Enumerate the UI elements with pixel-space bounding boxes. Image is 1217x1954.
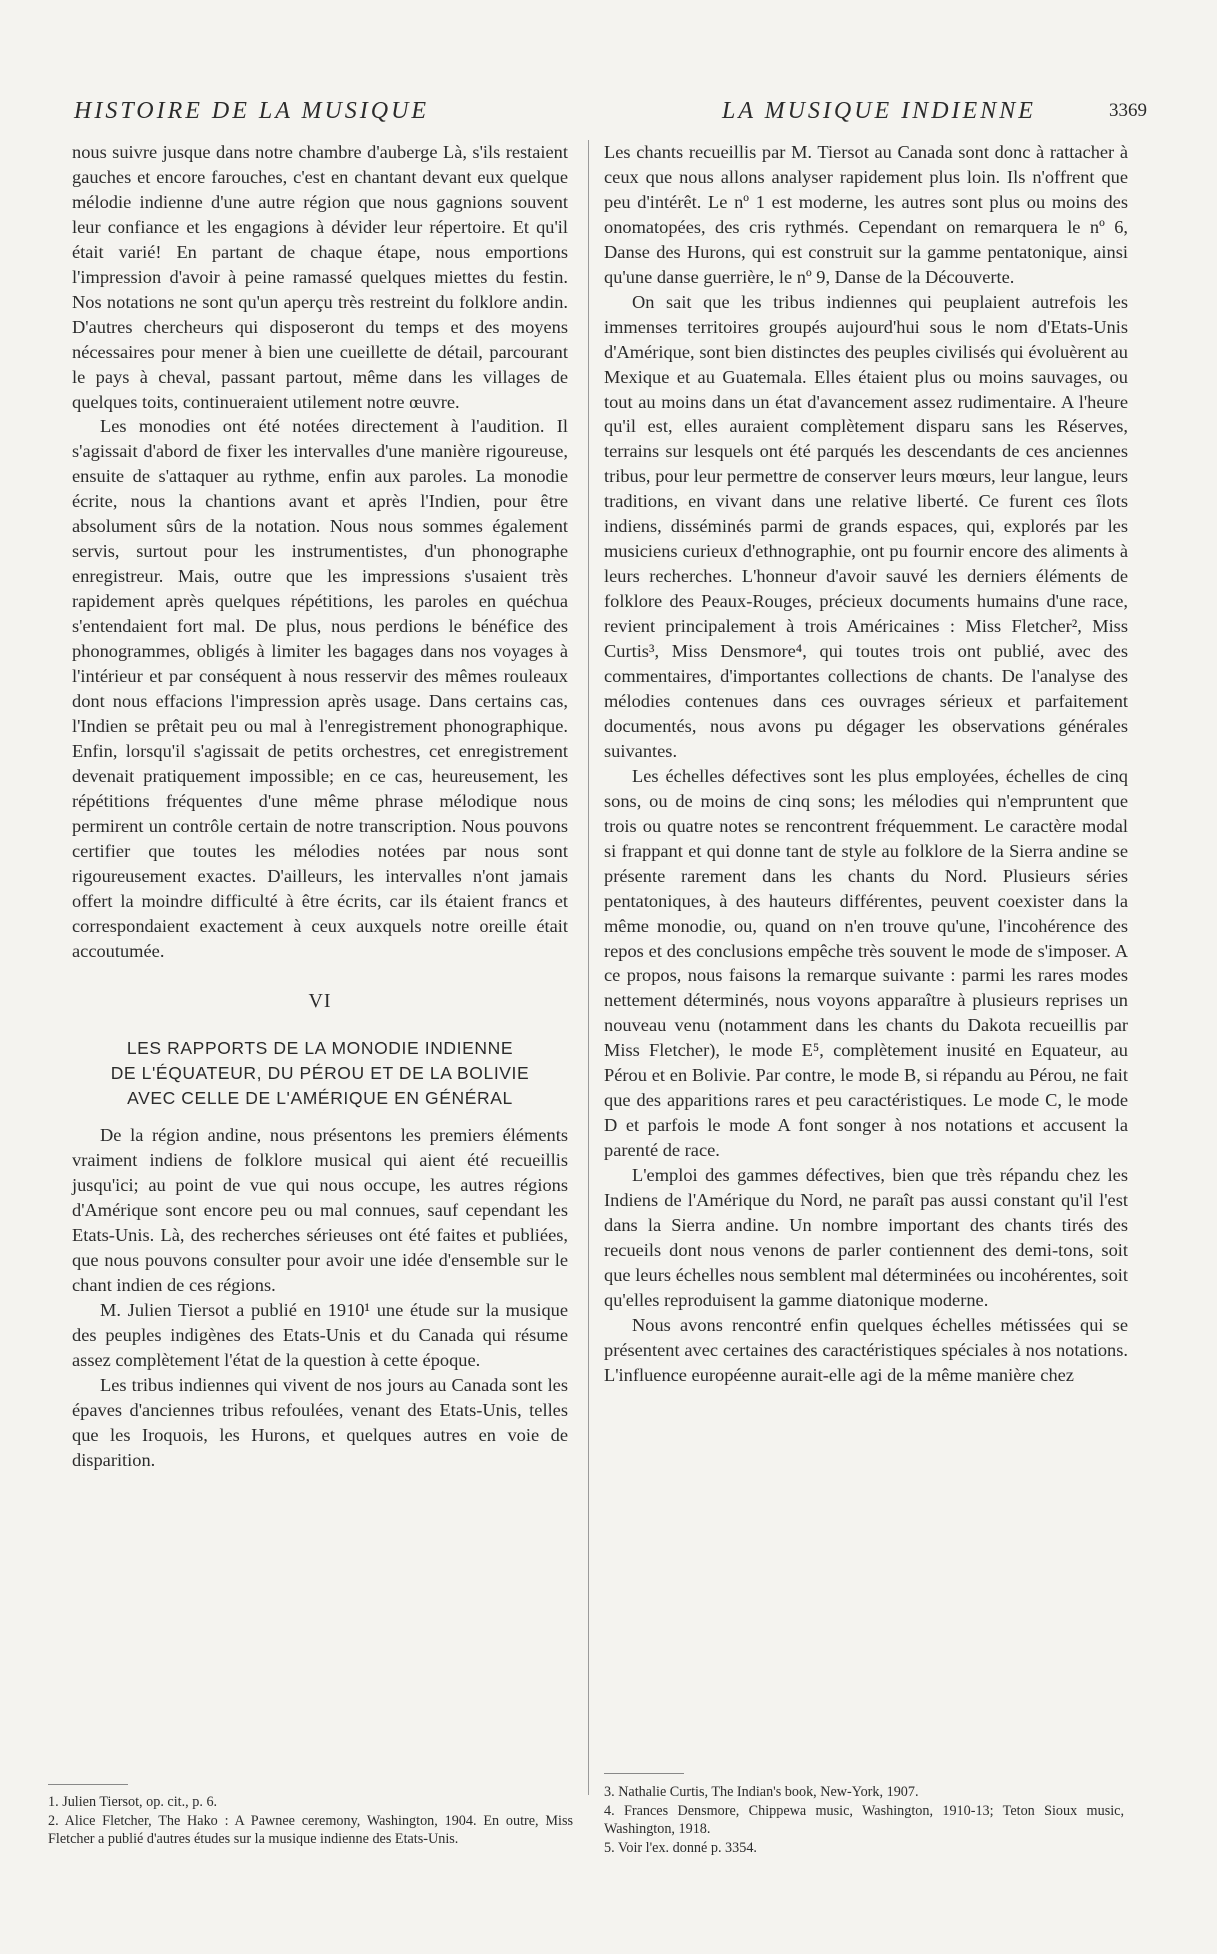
paragraph: Les chants recueillis par M. Tiersot au Canada sont donc à rattacher à ceux que nous allons analyser rapidement plus loin. Ils n'offrent que peu d'intérêt. Le nº 1 est moderne, les autres sont plus ou moins des onomatopées, des cris rythmés. Cependant on remarquera le nº 6, Danse des Hurons, qui est construit sur la gamme pentatonique, ainsi qu'une danse guerrière, le nº 9, Danse de la Découverte. — [604, 142, 1128, 287]
paragraph: De la région andine, nous présentons les premiers éléments vraiment indiens de folklore musical qui aient été recueillis jusqu'ici; au point de vue qui nous occupe, les autres régions d'Amérique sont encore peu ou mal connues, sauf cependant les Etats-Unis. Là, des recherches sérieuses ont été faites et publiées, que nous pouvons consulter pour avoir une idée d'ensemble sur le chant indien de ces régions. — [72, 1125, 568, 1296]
footnote: 1. Julien Tiersot, op. cit., p. 6. — [48, 1794, 218, 1810]
paragraph: M. Julien Tiersot a publié en 1910¹ une étude sur la musique des peuples indigènes des Etats-Unis et du Canada qui résume assez complètement l'état de la question à cette époque. — [72, 1300, 568, 1370]
footnote-rule — [604, 1773, 684, 1774]
section-title-line: LES RAPPORTS DE LA MONODIE INDIENNE — [126, 1038, 514, 1059]
section-title-line: DE L'ÉQUATEUR, DU PÉROU ET DE LA BOLIVIE — [110, 1063, 530, 1084]
paragraph: nous suivre jusque dans notre chambre d'auberge Là, s'ils restaient gauches et encore farouches, c'est en chantant devant eux quelque mélodie indienne d'une autre région que nous gagnions souvent leur confiance et les engagions à dévider leur répertoire. Et qu'il était varié! En partant de chaque étape, nous emportions l'impression d'avoir à peine ramassé quelques miettes du festin. Nos notations ne sont qu'un aperçu très restreint du folklore andin. D'autres chercheurs qui disposeront du temps et des moyens nécessaires pour mener à bien une cueillette de détail, parcourant le pays à cheval, passant partout, même dans les villages de quelques toits, continueraient utilement notre œuvre. — [72, 142, 568, 412]
left-column — [72, 140, 568, 1473]
right-column — [604, 140, 1128, 1388]
footnotes-left — [48, 1793, 573, 1849]
footnote: 5. Voir l'ex. donné p. 3354. — [604, 1839, 757, 1856]
paragraph: Les tribus indiennes qui vivent de nos jours au Canada sont les épaves d'anciennes tribus refoulées, venant des Etats-Unis, telles que les Iroquois, les Hurons, et quelques autres en voie de disparition. — [72, 1374, 568, 1470]
page-number: 3369 — [1109, 100, 1147, 121]
section-title-line: AVEC CELLE DE L'AMÉRIQUE EN GÉNÉRAL — [127, 1088, 513, 1109]
footnotes-right — [604, 1783, 1124, 1857]
footnote-rule — [48, 1784, 128, 1785]
paragraph: Les échelles défectives sont les plus employées, échelles de cinq sons, ou de moins de cinq sons; les mélodies qui n'empruntent que trois ou quatre notes se rencontrent fréquemment. Le caractère modal si frappant et qui donne tant de style au folklore de la Sierra andine se présente rarement dans les chants du Nord. Plusieurs séries pentatoniques, à des hauteurs différentes, peuvent coexister dans la même monodie, ou, quand on n'en trouve qu'une, l'incohérence des repos et des conclusions empêche très souvent le mode de s'imposer. A ce propos, nous faisons la remarque suivante : parmi les rares modes nettement déterminés, nous voyons apparaître à plusieurs reprises un nouveau venu (notamment dans les chants du Dakota recueillis par Miss Fletcher), le mode E⁵, complètement inusité en Equateur, au Pérou et en Bolivie. Par contre, le mode B, si répandu au Pérou, ne fait que des apparitions rares et peu caractéristiques. Le mode C, le mode D et parfois le mode A font songer à nos notations et accusent la parenté de race. — [604, 765, 1128, 1161]
column-divider — [588, 140, 589, 1795]
paragraph: Nous avons rencontré enfin quelques échelles métissées qui se présentent avec certaines des caractéristiques spéciales à nos notations. L'influence européenne aurait-elle agi de la même manière chez — [604, 1314, 1128, 1385]
footnote: 4. Frances Densmore, Chippewa music, Washington, 1910-13; Teton Sioux music, Washington, 1918. — [604, 1802, 1124, 1837]
running-header-right: LA MUSIQUE INDIENNE — [722, 98, 1036, 124]
section-title — [72, 1036, 568, 1111]
paragraph: L'emploi des gammes défectives, bien que très répandu chez les Indiens de l'Amérique du Nord, ne paraît pas aussi constant qu'il l'est dans la Sierra andine. Un nombre important des chants tirés des recueils dont nous venons de parler contiennent des demi-tons, soit que leurs échelles nous semblent mal déterminées ou incohérentes, soit qu'elles reproduisent la gamme diatonique moderne. — [604, 1165, 1128, 1310]
footnote: 2. Alice Fletcher, The Hako : A Pawnee ceremony, Washington, 1904. En outre, Miss Fletcher a publié d'autres études sur la musique indienne des Etats-Unis. — [48, 1812, 573, 1847]
running-header-left: HISTOIRE DE LA MUSIQUE — [74, 98, 430, 124]
footnote: 3. Nathalie Curtis, The Indian's book, New-York, 1907. — [604, 1784, 919, 1800]
paragraph: Les monodies ont été notées directement à l'audition. Il s'agissait d'abord de fixer les intervalles d'une manière rigoureuse, ensuite de s'attaquer au rythme, enfin aux paroles. La monodie écrite, nous la chantions avant et après l'Indien, pour être absolument sûrs de la notation. Nous nous sommes également servis, surtout pour les instrumentistes, d'un phonographe enregistreur. Mais, outre que les impressions s'usaient très rapidement après quelques répétitions, les paroles en quéchua s'entendaient fort mal. De plus, nous perdions le bénéfice des phonogrammes, obligés à limiter les bagages dans nos voyages à l'intérieur et par conséquent à nous resservir des mêmes rouleaux dont nous effacions l'impression après usage. Dans certains cas, l'Indien se prêtait peu ou mal à l'enregistrement phonographique. Enfin, lorsqu'il s'agissait de petits orchestres, cet enregistrement devenait pratiquement impossible; en ce cas, heureusement, les répétitions fréquentes d'une même phrase mélodique nous permirent un contrôle certain de notre transcription. Nous pouvons certifier que toutes les mélodies notées par nous sont rigoureusement exactes. D'ailleurs, les intervalles n'ont jamais offert la moindre difficulté à être écrits, car ils étaient francs et correspondaient exactement à ceux auxquels notre oreille était accoutumée. — [72, 416, 568, 961]
paragraph: On sait que les tribus indiennes qui peuplaient autrefois les immenses territoires groupés aujourd'hui sous le nom d'Etats-Unis d'Amérique, sont bien distinctes des peuples civilisés qui évoluèrent au Mexique et au Guatemala. Elles étaient plus ou moins sauvages, ou tout au moins dans un état d'avancement assez rudimentaire. A l'heure qu'il est, elles auraient complètement disparu sans les Réserves, terrains sur lesquels ont été parqués les descendants de ces anciennes tribus, pour leur permettre de conserver leurs mœurs, leur langue, leurs traditions, en vivant dans une relative liberté. Ce furent ces îlots indiens, disséminés parmi de grands espaces, qui, explorés par les musiciens curieux d'ethnographie, ont pu fournir encore des aliments à leurs recherches. L'honneur d'avoir sauvé les derniers éléments de folklore des Peaux-Rouges, précieux documents humains d'une race, revient principalement à trois Américaines : Miss Fletcher², Miss Curtis³, Miss Densmore⁴, qui toutes trois ont publié, avec des commentaires, d'importantes collections de chants. De l'analyse des mélodies contenues dans ces ouvrages sérieux et parfaitement documentés, nous avons pu dégager les observations générales suivantes. — [604, 291, 1128, 761]
section-number: VI — [308, 990, 332, 1013]
